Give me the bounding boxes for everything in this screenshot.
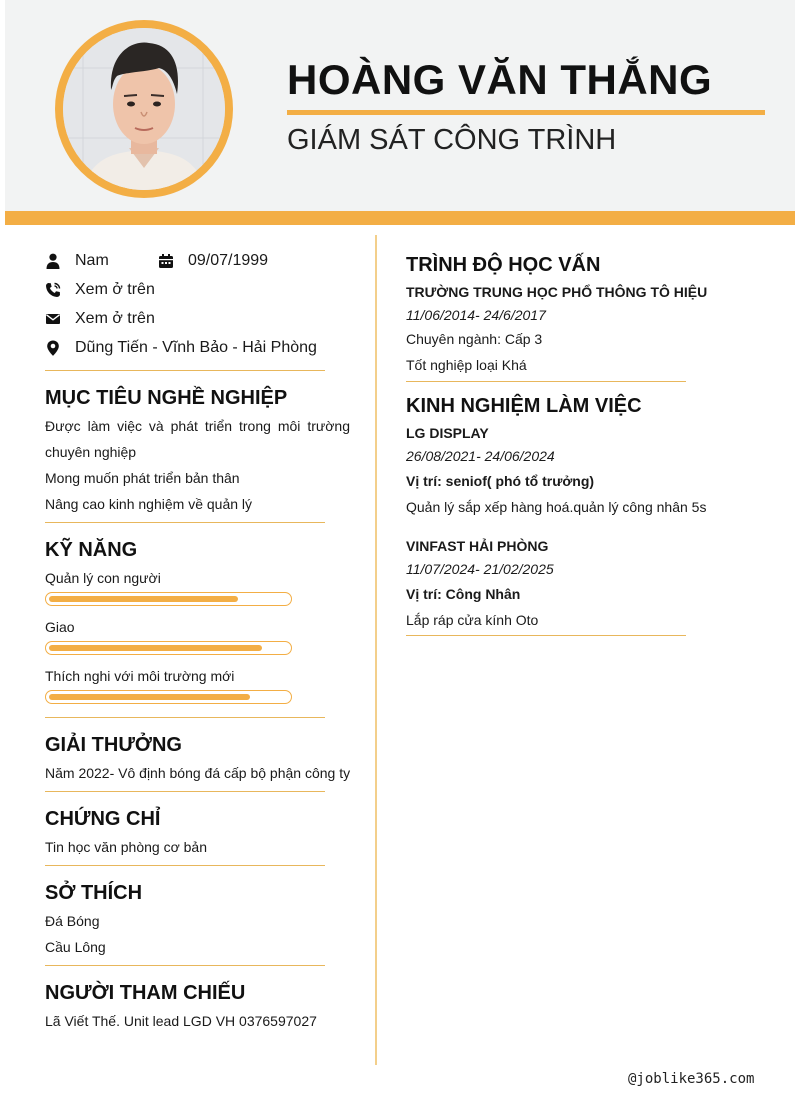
name-underline [287,110,765,115]
job-period: 11/07/2024- 21/02/2025 [406,561,554,577]
job-company: VINFAST HẢI PHÒNG [406,538,549,554]
skill-label: Thích nghi với môi trường mới [45,668,235,684]
profile-photo [63,28,225,190]
skill-bar [45,641,292,655]
watermark: @joblike365.com [628,1071,755,1087]
phone-icon [45,282,61,298]
address-row [45,337,317,359]
education-major: Chuyên ngành: Cấp 3 [406,331,543,347]
user-icon [45,253,61,269]
skill-bar-fill [49,645,262,651]
location-icon [45,340,61,356]
education-title: TRÌNH ĐỘ HỌC VẤN [406,254,601,276]
dob-row [158,250,268,272]
certificate-item: Tin học văn phòng cơ bản [45,839,207,855]
education-result: Tốt nghiệp loại Khá [406,357,527,373]
section-divider [45,865,325,866]
skill-bar [45,690,292,704]
references-title: NGƯỜI THAM CHIẾU [45,982,246,1004]
header-accent-bar [5,211,795,225]
job-position: Vị trí: Công Nhân [406,586,521,602]
certificates-title: CHỨNG CHỈ [45,808,161,830]
objective-line-1-wrap: chuyên nghiệp [45,444,137,460]
candidate-name: HOÀNG VĂN THẮNG [287,56,713,103]
section-divider [406,381,686,382]
gender-value: Nam [75,252,109,269]
job-title: GIÁM SÁT CÔNG TRÌNH [287,124,617,156]
avatar [55,20,233,198]
objective-line-3: Nâng cao kinh nghiệm về quản lý [45,496,253,512]
education-period: 11/06/2014- 24/6/2017 [406,307,546,323]
skill-label: Giao [45,619,75,635]
gender-row [45,250,109,272]
skill-label: Quản lý con người [45,570,161,586]
objective-line-1: Được làm việc và phát triển trong môi trường [45,418,350,434]
calendar-icon [158,253,174,269]
objective-line-2: Mong muốn phát triển bản thân [45,470,240,486]
hobby-item: Đá Bóng [45,913,100,929]
address-value: Dũng Tiến - Vĩnh Bảo - Hải Phòng [75,339,317,356]
email-value: Xem ở trên [75,310,155,327]
job-company: LG DISPLAY [406,425,489,441]
hobbies-title: SỞ THÍCH [45,882,143,904]
hobby-item: Cầu Lông [45,939,106,955]
awards-title: GIẢI THƯỞNG [45,734,182,756]
section-divider [45,370,325,371]
phone-value: Xem ở trên [75,281,155,298]
education-school: TRƯỜNG TRUNG HỌC PHỔ THÔNG TÔ HIỆU [406,284,708,300]
job-position: Vị trí: seniof( phó tổ trưởng) [406,473,595,489]
job-description: Lắp ráp cửa kính Oto [406,612,539,628]
dob-value: 09/07/1999 [188,252,269,269]
skill-bar-fill [49,596,238,602]
reference-item: Lã Viết Thế. Unit lead LGD VH 0376597027 [45,1013,317,1029]
column-divider [375,235,377,1065]
email-icon [45,311,61,327]
skills-title: KỸ NĂNG [45,539,138,561]
skill-bar-fill [49,694,250,700]
section-divider [406,635,686,636]
job-description: Quản lý sắp xếp hàng hoá.quản lý công nhân 5s [406,499,707,515]
phone-row [45,279,155,301]
section-divider [45,522,325,523]
section-divider [45,717,325,718]
email-row [45,308,155,330]
job-period: 26/08/2021- 24/06/2024 [406,448,555,464]
skill-bar [45,592,292,606]
section-divider [45,965,325,966]
section-divider [45,791,325,792]
experience-title: KINH NGHIỆM LÀM VIỆC [406,395,642,417]
objective-title: MỤC TIÊU NGHỀ NGHIỆP [45,387,288,409]
award-item: Năm 2022- Vô định bóng đá cấp bộ phận công ty [45,765,351,781]
